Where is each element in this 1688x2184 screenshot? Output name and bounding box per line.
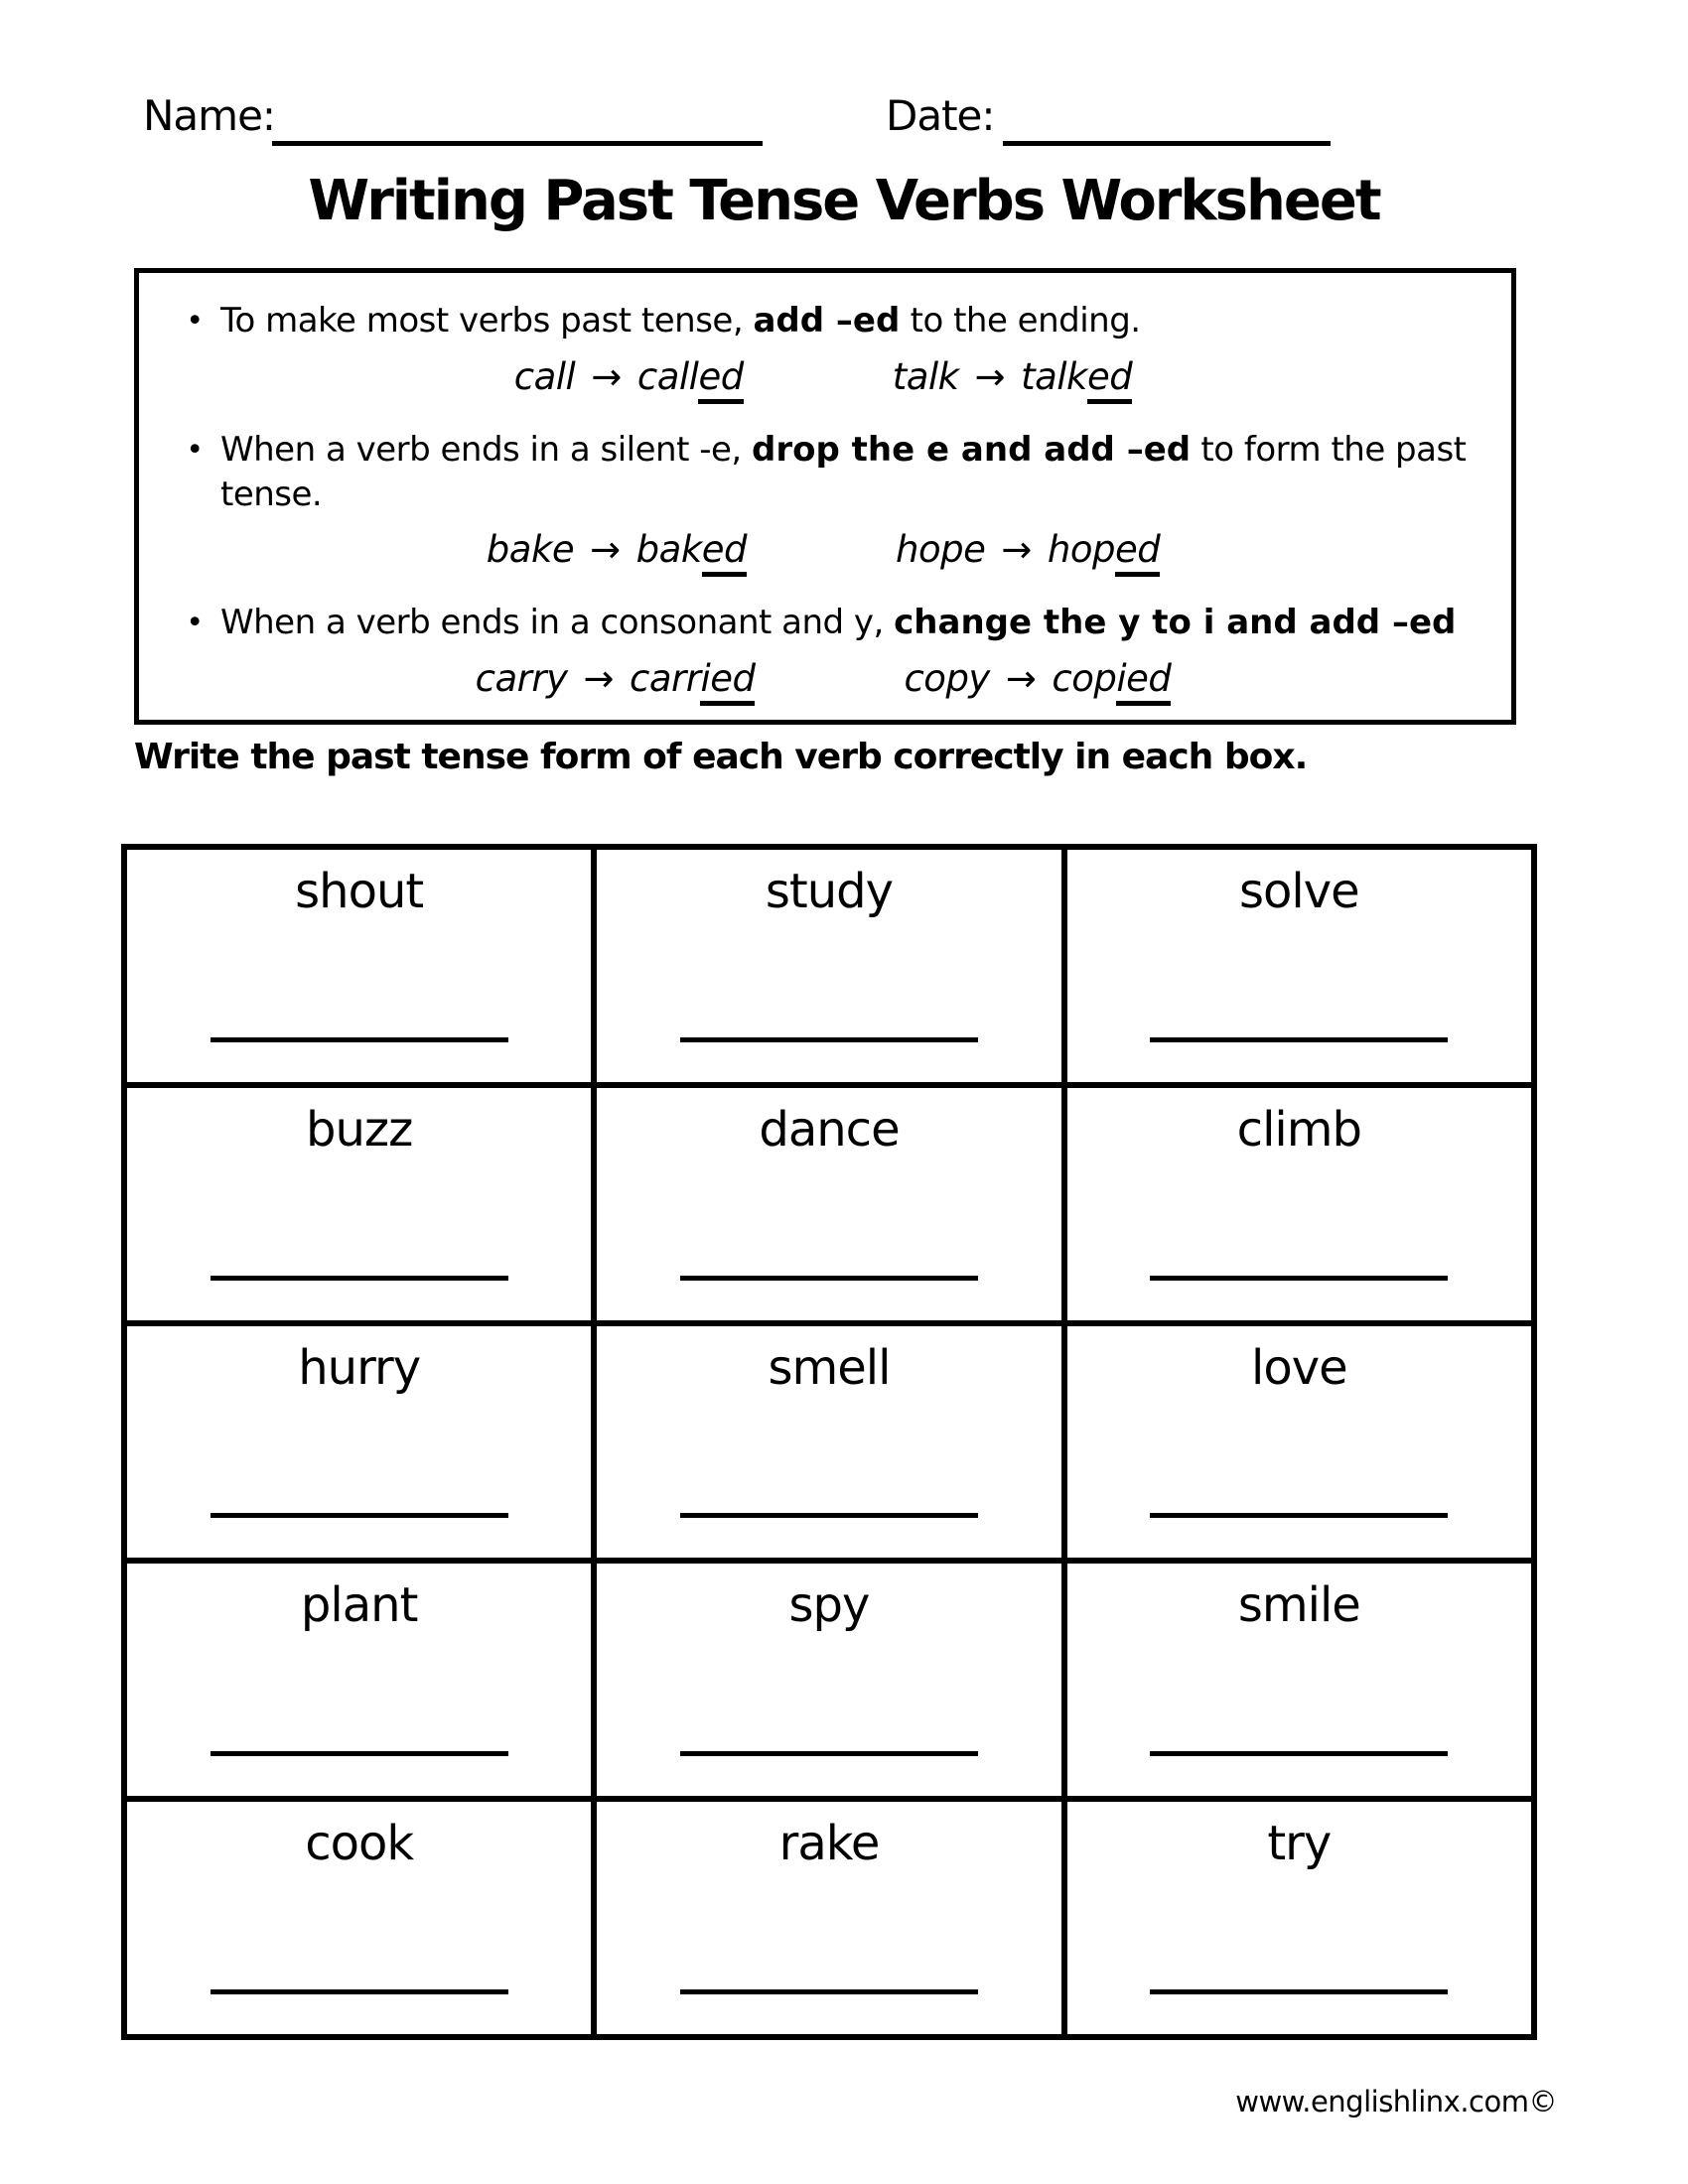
instruction-text: Write the past tense form of each verb correctly in each box. (134, 737, 1308, 777)
verb-cell (594, 1561, 1063, 1799)
bullet-marker: • (186, 606, 204, 641)
example-base-verb: carry (475, 656, 568, 700)
verbs-table (121, 844, 1537, 2040)
example-past-verb (1052, 657, 1171, 700)
verb-label: try (1267, 1816, 1332, 1872)
rule-text (220, 601, 1477, 646)
example-pair (893, 355, 1133, 398)
verb-label: dance (759, 1101, 900, 1158)
verb-cell (594, 1085, 1063, 1323)
verb-label: smile (1237, 1577, 1360, 1634)
example-base-verb: bake (486, 528, 575, 572)
verb-cell (594, 847, 1063, 1085)
rule-text-bold: drop the e and add –ed (752, 429, 1192, 470)
past-verb-ending: ed (698, 355, 743, 404)
verb-cell (1064, 1799, 1534, 2037)
past-verb-ending: ied (1116, 657, 1171, 706)
verb-cell (124, 1085, 594, 1323)
past-verb-stem: talk (1021, 354, 1087, 398)
answer-blank (680, 1037, 978, 1042)
rule-text-post: to form the past tense. (220, 429, 1467, 515)
rule-item-2 (169, 428, 1477, 519)
example-pair (476, 657, 756, 700)
past-verb-stem: call (636, 354, 699, 398)
rule-text-bold: add –ed (753, 301, 901, 341)
rule-text-pre: When a verb ends in a silent -e, (220, 429, 753, 470)
rule-text-pre: When a verb ends in a consonant and y, (220, 603, 895, 643)
example-past-verb (630, 657, 755, 700)
rule-examples-1 (169, 355, 1477, 398)
verb-cell (1064, 847, 1534, 1085)
answer-blank (211, 1751, 508, 1756)
date-blank-line (1003, 141, 1331, 146)
rules-box (134, 268, 1516, 725)
example-pair (514, 355, 744, 398)
past-verb-stem: bak (635, 528, 702, 572)
past-verb-ending: ed (702, 528, 747, 577)
verb-label: solve (1239, 864, 1359, 919)
website-credit: www.englishlinx.com© (1235, 2085, 1557, 2118)
arrow-icon: → (591, 354, 622, 398)
example-pair (904, 657, 1171, 700)
verb-label: cook (305, 1816, 414, 1872)
verb-cell (594, 1323, 1063, 1562)
verb-label: love (1251, 1339, 1347, 1396)
rule-text (220, 299, 1477, 344)
example-base-verb: call (513, 354, 576, 398)
verb-cell (1064, 1085, 1534, 1323)
bullet-marker: • (186, 304, 204, 339)
arrow-icon: → (583, 656, 614, 700)
answer-blank (1150, 1276, 1448, 1281)
verb-label: climb (1236, 1101, 1361, 1158)
past-verb-stem: hop (1047, 528, 1115, 572)
answer-blank (211, 1513, 508, 1518)
verb-cell (124, 847, 594, 1085)
example-base-verb: hope (896, 528, 986, 572)
answer-blank (1150, 1513, 1448, 1518)
verb-label: smell (768, 1339, 891, 1396)
verb-cell (124, 1799, 594, 2037)
example-past-verb (637, 355, 744, 398)
rule-text-bold: change the y to i and add –ed (894, 603, 1457, 643)
answer-blank (680, 1276, 978, 1281)
verb-cell (594, 1799, 1063, 2037)
verb-label: spy (788, 1577, 870, 1634)
verb-label: shout (295, 864, 424, 919)
past-verb-ending: ied (700, 657, 755, 706)
answer-blank (680, 1989, 978, 1994)
example-base-verb: copy (904, 656, 990, 700)
verb-cell (1064, 1323, 1534, 1562)
verb-cell (1064, 1561, 1534, 1799)
verb-label: study (765, 864, 894, 919)
arrow-icon: → (974, 354, 1006, 398)
answer-blank (1150, 1037, 1448, 1042)
date-label: Date: (886, 91, 995, 140)
verb-label: buzz (306, 1101, 413, 1158)
rule-item-3 (169, 601, 1477, 647)
answer-blank (211, 1037, 508, 1042)
rule-examples-3 (169, 657, 1477, 700)
past-verb-stem: cop (1052, 656, 1117, 700)
rule-item-1 (169, 299, 1477, 345)
verb-cell (124, 1561, 594, 1799)
example-base-verb: talk (892, 354, 959, 398)
answer-blank (680, 1751, 978, 1756)
past-verb-ending: ed (1115, 528, 1160, 577)
answer-blank (211, 1276, 508, 1281)
arrow-icon: → (1005, 656, 1037, 700)
verb-cell (124, 1323, 594, 1562)
name-blank-line (272, 141, 763, 146)
example-pair (487, 528, 747, 571)
bullet-marker: • (186, 432, 204, 468)
example-past-verb (1021, 355, 1132, 398)
answer-blank (1150, 1989, 1448, 1994)
rule-text-pre: To make most verbs past tense, (220, 301, 754, 341)
arrow-icon: → (590, 528, 621, 572)
verb-label: hurry (298, 1339, 421, 1396)
verb-label: rake (778, 1816, 880, 1872)
example-past-verb (1048, 528, 1160, 571)
example-past-verb (636, 528, 747, 571)
rule-examples-2 (169, 528, 1477, 571)
example-pair (896, 528, 1160, 571)
past-verb-ending: ed (1087, 355, 1132, 404)
verb-label: plant (300, 1577, 418, 1634)
arrow-icon: → (1001, 528, 1032, 572)
rule-text (220, 428, 1477, 519)
page-title: Writing Past Tense Verbs Worksheet (308, 169, 1380, 233)
answer-blank (1150, 1751, 1448, 1756)
answer-blank (680, 1513, 978, 1518)
name-label: Name: (143, 91, 276, 140)
rule-text-post: to the ending. (900, 301, 1141, 341)
past-verb-stem: carr (629, 656, 701, 700)
answer-blank (211, 1989, 508, 1994)
